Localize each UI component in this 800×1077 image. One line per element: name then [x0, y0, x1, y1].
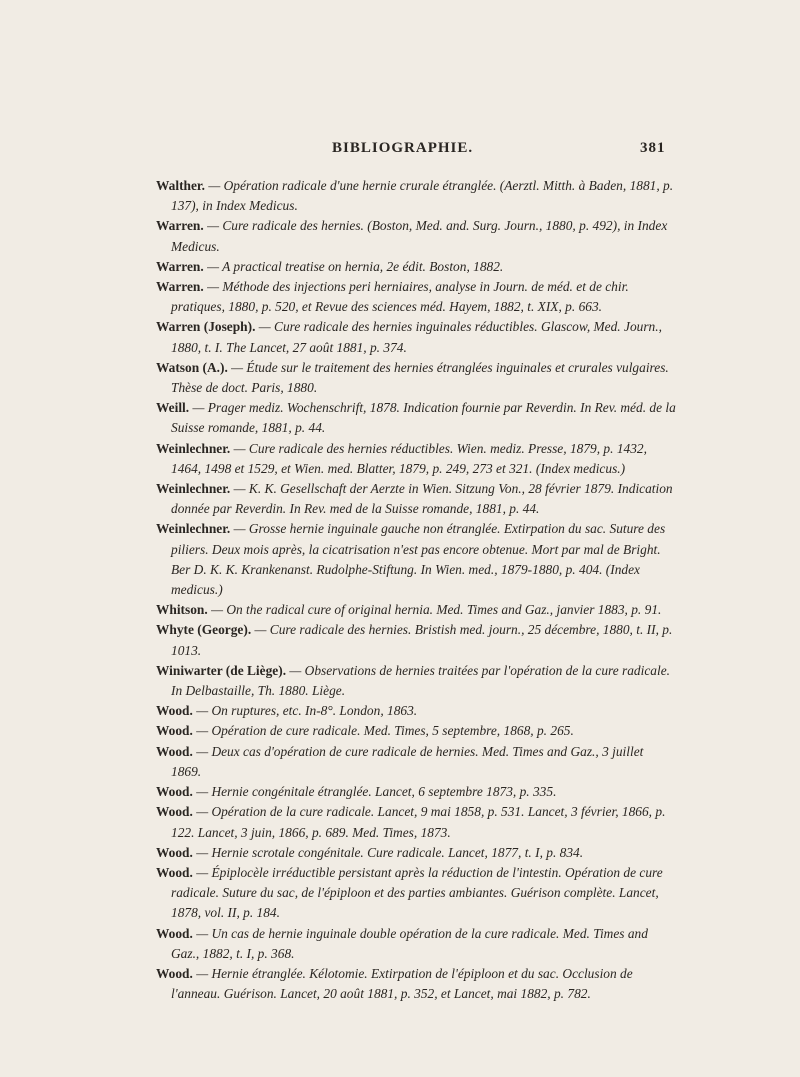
entry-text: — Épiplocèle irréductible persistant après la réduction de l'intestin. Opération de cure radicale. Suture du sac, de l'épiploon et des parties ambiantes. Guérison complète. Lancet, 1878, vol. II, p. 184.: [171, 864, 663, 921]
entry-author: Weill.: [156, 400, 190, 416]
entry-author: Warren.: [156, 279, 204, 295]
bibliography-entry: [156, 600, 676, 620]
entry-text: — On the radical cure of original hernia. Med. Times and Gaz., janvier 1883, p. 91.: [207, 602, 662, 618]
bibliography-entry: [156, 398, 676, 438]
bibliography-entry: [156, 620, 676, 660]
entry-text: — Cure radicale des hernies inguinales réductibles. Glascow, Med. Journ., 1880, t. I. The Lancet, 27 août 1881, p. 374.: [171, 319, 662, 355]
bibliography-entry: [156, 863, 676, 924]
entry-text: — Cure radicale des hernies réductibles. Wien. mediz. Presse, 1879, p. 1432, 1464, 1498 et 1529, et Wien. med. Blatter, 1879, p. 249, 273 et 321. (Index medicus.): [171, 440, 647, 476]
bibliography-entry: [156, 519, 676, 600]
bibliography-entry: [156, 257, 676, 277]
entry-text: — Un cas de hernie inguinale double opération de la cure radicale. Med. Times and Gaz., 1882, t. I, p. 368.: [171, 925, 648, 961]
entry-author: Whyte (George).: [156, 622, 252, 638]
entry-text: — Cure radicale des hernies. (Boston, Med. and. Surg. Journ., 1880, p. 492), in Index Medicus.: [171, 218, 668, 254]
entry-text: — Cure radicale des hernies. Bristish med. journ., 25 décembre, 1880, t. II, p. 1013.: [171, 622, 673, 658]
entry-author: Wood.: [156, 925, 193, 941]
entry-author: Wood.: [156, 743, 193, 759]
bibliography-list: [156, 176, 676, 1004]
bibliography-entry: [156, 701, 676, 721]
entry-author: Weinlechner.: [156, 440, 231, 456]
entry-author: Wood.: [156, 844, 193, 860]
bibliography-entry: [156, 216, 676, 256]
entry-text: — Hernie étranglée. Kélotomie. Extirpation de l'épiploon et du sac. Occlusion de l'anneau. Guérison. Lancet, 20 août 1881, p. 352, et Lancet, mai 1882, p. 782.: [171, 965, 633, 1002]
entry-author: Warren (Joseph).: [156, 319, 256, 335]
entry-author: Walther.: [156, 178, 205, 193]
entry-text: — Prager mediz. Wochenschrift, 1878. Indication fournie par Reverdin. In Rev. méd. de la Suisse romande, 1881, p. 44.: [171, 400, 676, 436]
entry-author: Watson (A.).: [156, 359, 228, 375]
entry-text: — Deux cas d'opération de cure radicale de hernies. Med. Times and Gaz., 3 juillet 1869.: [171, 743, 644, 779]
entry-text: — Hernie congénitale étranglée. Lancet, 6 septembre 1873, p. 335.: [192, 784, 557, 800]
entry-author: Whitson.: [156, 602, 208, 618]
bibliography-entry: [156, 843, 676, 863]
page-number: 381: [640, 140, 666, 156]
entry-text: — A practical treatise on hernia, 2e édit. Boston, 1882.: [203, 258, 504, 274]
entry-text: — Méthode des injections peri herniaires, analyse in Journ. de méd. et de chir. pratiques, 1880, p. 520, et Revue des sciences méd. Hayem, 1882, t. XIX, p. 663.: [171, 279, 629, 315]
entry-author: Wood.: [156, 723, 193, 739]
bibliography-entry: [156, 742, 676, 782]
bibliography-entry: [156, 782, 676, 802]
entry-author: Winiwarter (de Liège).: [156, 662, 287, 678]
entry-text: — Opération de la cure radicale. Lancet, 9 mai 1858, p. 531. Lancet, 3 février, 1866, p. 122. Lancet, 3 juin, 1866, p. 689. Med. Times, 1873.: [171, 804, 666, 840]
bibliography-entry: [156, 358, 676, 398]
entry-text: — Grosse hernie inguinale gauche non étranglée. Extirpation du sac. Suture des piliers. Deux mois après, la cicatrisation n'est pas encore obtenue. Mort par mal de Bright. Ber D. K. K. Krankenanst. Rudolphe-Stiftung. In Wien. med., 1879-1880, p. 404. (Index medicus.): [171, 521, 666, 598]
bibliography-entry: [156, 277, 676, 317]
entry-text: — Hernie scrotale congénitale. Cure radicale. Lancet, 1877, t. I, p. 834.: [192, 844, 584, 860]
bibliography-entry: [156, 479, 676, 519]
bibliography-entry: [156, 439, 676, 479]
bibliography-entry: [156, 317, 676, 357]
entry-text: — Observations de hernies traitées par l'opération de la cure radicale. In Delbastaille, Th. 1880. Liège.: [171, 662, 670, 699]
entry-author: Wood.: [156, 864, 193, 880]
bibliography-entry: [156, 924, 676, 964]
bibliography-entry: [156, 721, 676, 741]
bibliography-entry: [156, 802, 676, 842]
entry-author: Wood.: [156, 965, 193, 981]
bibliography-entry: [156, 176, 676, 216]
entry-text: — Opération de cure radicale. Med. Times, 5 septembre, 1868, p. 265.: [192, 723, 574, 739]
bibliography-entry: [156, 661, 676, 701]
entry-author: Warren.: [156, 258, 204, 274]
entry-author: Warren.: [156, 218, 204, 234]
running-title: BIBLIOGRAPHIE.: [332, 140, 474, 156]
running-header: [0, 140, 800, 164]
entry-author: Wood.: [156, 804, 193, 820]
entry-author: Weinlechner.: [156, 481, 231, 497]
entry-author: Weinlechner.: [156, 521, 231, 537]
entry-author: Wood.: [156, 784, 193, 800]
entry-text: — Étude sur le traitement des hernies étranglées inguinales et crurales vulgaires. Thèse de doct. Paris, 1880.: [171, 359, 669, 396]
bibliography-entry: [156, 964, 676, 1004]
entry-text: — Opération radicale d'une hernie crurale étranglée. (Aerztl. Mitth. à Baden, 1881, p. 137), in Index Medicus.: [171, 178, 674, 214]
entry-text: — On ruptures, etc. In-8°. London, 1863.: [192, 703, 418, 719]
entry-author: Wood.: [156, 703, 193, 719]
entry-text: — K. K. Gesellschaft der Aerzte in Wien. Sitzung Von., 28 février 1879. Indication donnée par Reverdin. In Rev. med de la Suisse romande, 1881, p. 44.: [171, 481, 673, 517]
